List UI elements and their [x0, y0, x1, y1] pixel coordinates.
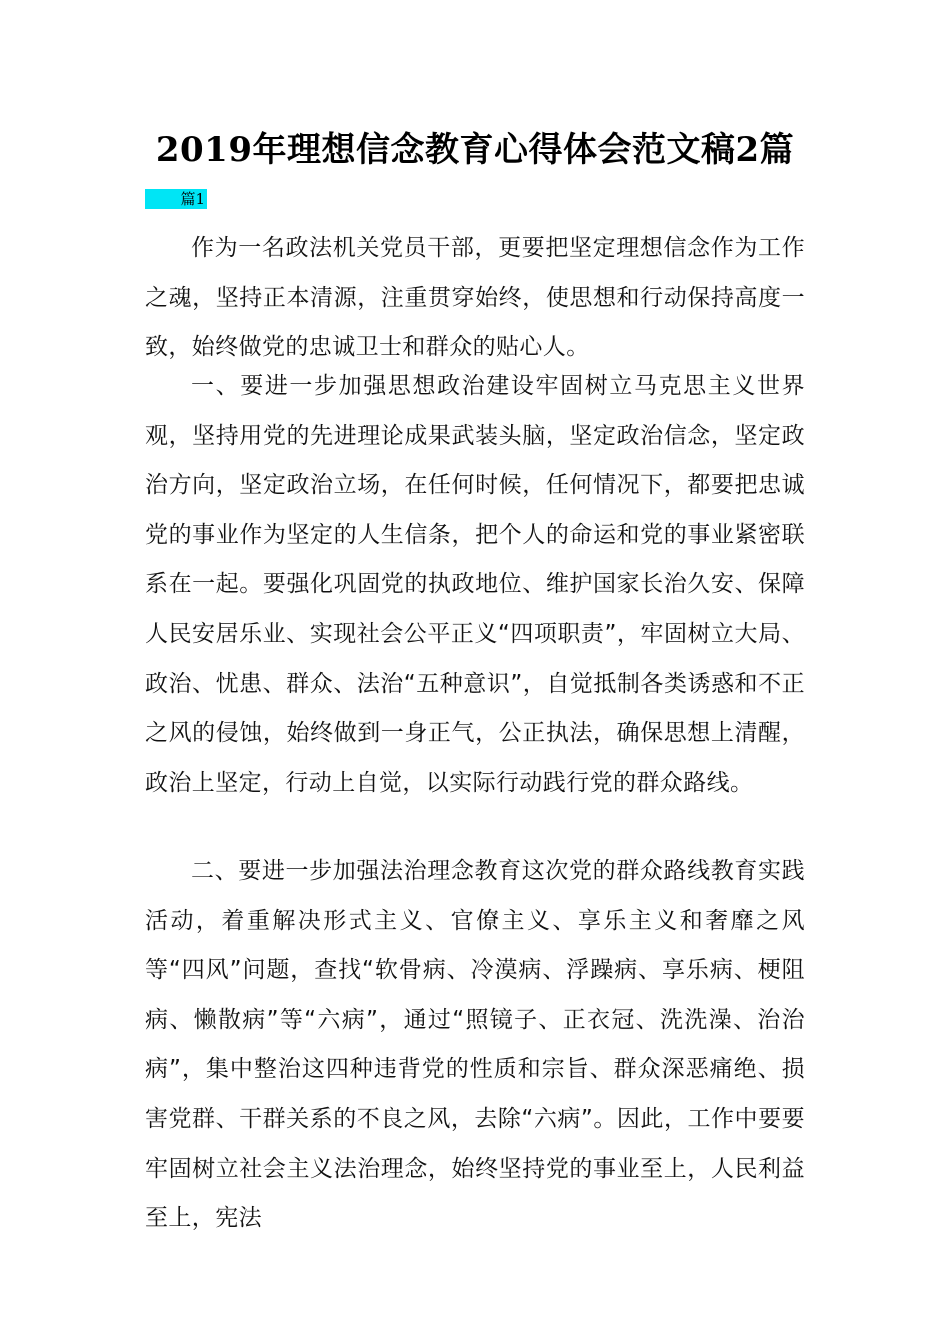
paragraph-point-one: 一、要进一步加强思想政治建设牢固树立马克思主义世界观，坚持用党的先进理论成果武装头脑，坚定政治信念，坚定政治方向，坚定政治立场，在任何时候，任何情况下，都要把忠诚党的事业作为坚定的人生信条，把个人的命运和党的事业紧密联系在一起。要强化巩固党的执政地位、维护国家长治久安、保障人民安居乐业、实现社会公平正义“四项职责”，牢固树立大局、政治、忧患、群众、法治“五种意识”，自觉抵制各类诱惑和不正之风的侵蚀，始终做到一身正气，公正执法，确保思想上清醒，政治上坚定，行动上自觉，以实际行动践行党的群众路线。: [145, 373, 805, 796]
paragraph-intro: 作为一名政法机关党员干部，更要把坚定理想信念作为工作之魂，坚持正本清源，注重贯穿始终，使思想和行动保持高度一致，始终做党的忠诚卫士和群众的贴心人。: [145, 235, 805, 361]
paragraph-point-two: 二、要进一步加强法治理念教育这次党的群众路线教育实践活动，着重解决形式主义、官僚主义、享乐主义和奢靡之风等“四风”问题，查找“软骨病、冷漠病、浮躁病、享乐病、梗阻病、懒散病”等“六病”，通过“照镜子、正衣冠、洗洗澡、治治病”，集中整治这四种违背党的性质和宗旨、群众深恶痛绝、损害党群、干群关系的不良之风，去除“六病”。因此，工作中要要牢固树立社会主义法治理念，始终坚持党的事业至上，人民利益至上，宪法: [145, 858, 805, 1232]
section-label-highlighted: 篇1: [145, 189, 207, 209]
document-title: 2019年理想信念教育心得体会范文稿2篇: [155, 130, 795, 170]
